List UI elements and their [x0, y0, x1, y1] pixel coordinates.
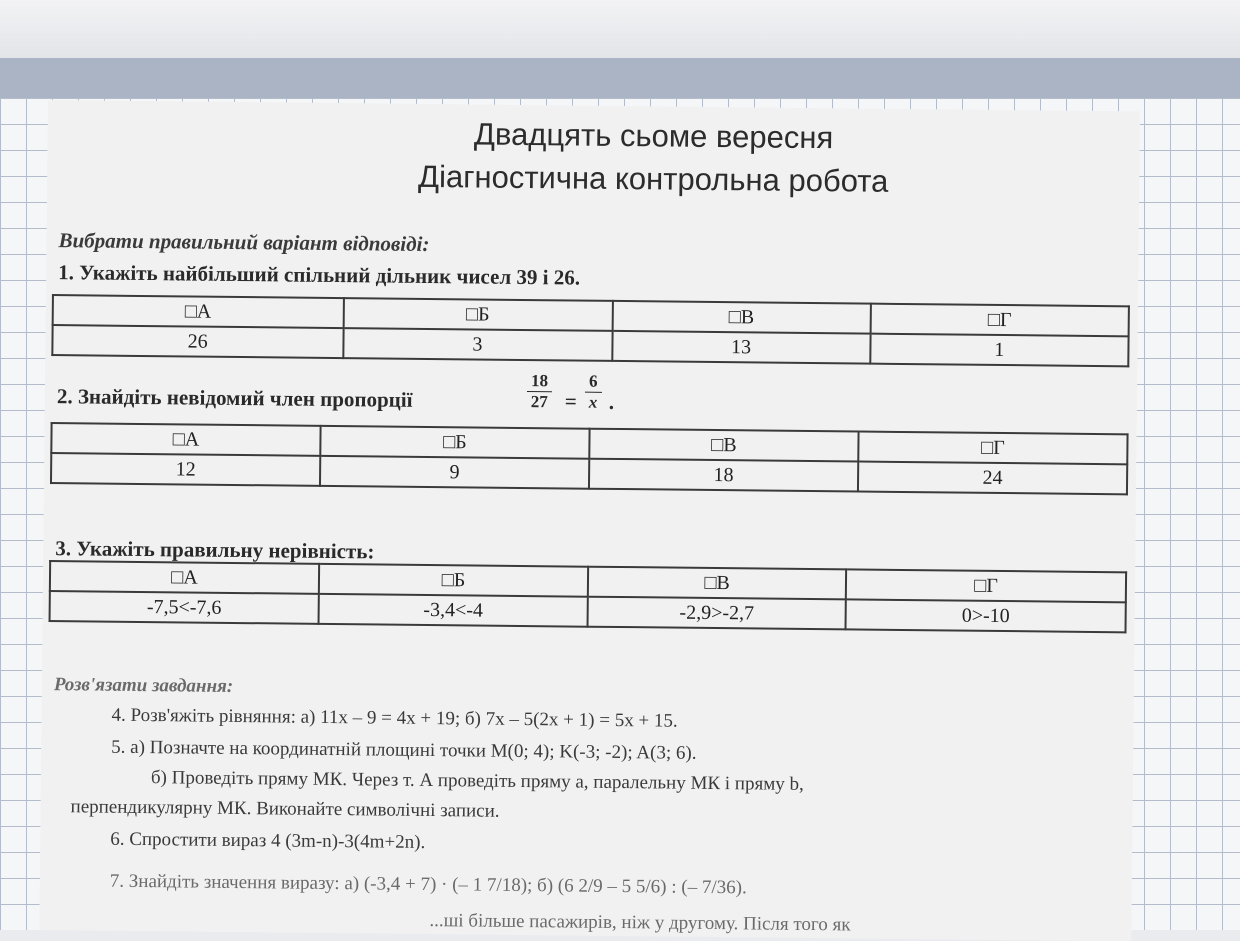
answer-cell: 18	[589, 459, 858, 492]
option-a-header[interactable]: □А	[51, 423, 320, 456]
option-a-header[interactable]: □А	[53, 295, 344, 328]
answer-cell: 1	[870, 334, 1129, 367]
option-a-header[interactable]: □А	[50, 561, 319, 594]
answer-cell: 9	[320, 456, 589, 489]
task-6: 6. Спростити вираз 4 (3m-n)-3(4m+2n).	[110, 828, 426, 853]
answer-cell: 26	[52, 325, 343, 358]
fraction-numerator: 6	[585, 372, 602, 393]
answer-cell: 12	[51, 453, 320, 486]
task-5c: перпендикулярну МК. Виконайте символічні записи.	[70, 796, 500, 822]
question-2: 2. Знайдіть невідомий член пропорції	[56, 384, 413, 412]
option-c-header[interactable]: □В	[589, 429, 858, 462]
top-band	[0, 0, 1240, 60]
fraction-denominator: x	[588, 392, 598, 412]
option-c-header[interactable]: □В	[588, 567, 847, 600]
answer-cell: 3	[343, 328, 612, 361]
solve-heading: Розв'язати завдання:	[53, 674, 234, 697]
answer-cell: 24	[858, 462, 1127, 495]
fraction-denominator: 27	[530, 392, 548, 412]
answer-table-3	[49, 560, 1128, 633]
answer-table-1	[51, 294, 1130, 367]
option-c-header[interactable]: □В	[612, 301, 871, 334]
answer-cell: -7,5<-7,6	[50, 591, 319, 624]
answer-table-2	[50, 422, 1129, 495]
fraction-6-x	[585, 372, 602, 413]
task-5a: 5. а) Позначте на координатній площині точки M(0; 4); K(-3; -2); A(3; 6).	[111, 736, 697, 764]
period: .	[608, 389, 615, 414]
instruction: Вибрати правильний варіант відповіді:	[58, 228, 430, 257]
question-3: 3. Укажіть правильну нерівність:	[55, 536, 375, 564]
page-title: Двадцять сьоме вересня	[473, 116, 834, 156]
fraction-numerator: 18	[527, 371, 552, 392]
option-b-header[interactable]: □Б	[320, 426, 589, 459]
question-1: 1. Укажіть найбільший спільний дільник чисел 39 і 26.	[58, 260, 581, 290]
task-5b: б) Проведіть пряму МК. Через т. А проведіть пряму a, паралельну МК і пряму b,	[150, 767, 804, 795]
fraction-18-27	[527, 371, 552, 412]
option-b-header[interactable]: □Б	[319, 564, 588, 597]
option-d-header[interactable]: □Г	[870, 304, 1129, 337]
answer-cell: 0>-10	[846, 599, 1126, 632]
answer-cell: -3,4<-4	[319, 594, 588, 627]
option-d-header[interactable]: □Г	[858, 432, 1127, 465]
task-4: 4. Розв'яжіть рівняння: а) 11x – 9 = 4x + 19; б) 7x – 5(2x + 1) = 5x + 15.	[111, 704, 678, 732]
answer-cell: -2,9>-2,7	[588, 597, 847, 630]
toolbar-band	[0, 58, 1240, 100]
task-8-partial: ...ші більше пасажирів, ніж у другому. Після того як	[429, 910, 851, 936]
document-page	[39, 100, 1140, 941]
option-b-header[interactable]: □Б	[343, 298, 612, 331]
equals-sign: =	[564, 389, 577, 414]
page-subtitle: Діагностична контрольна робота	[417, 158, 889, 199]
task-7: 7. Знайдіть значення виразу: а) (-3,4 + 7) · (– 1 7/18); б) (6 2/9 – 5 5/6) : (– 7/36).	[109, 870, 747, 899]
option-d-header[interactable]: □Г	[846, 569, 1126, 602]
answer-cell: 13	[612, 331, 871, 364]
